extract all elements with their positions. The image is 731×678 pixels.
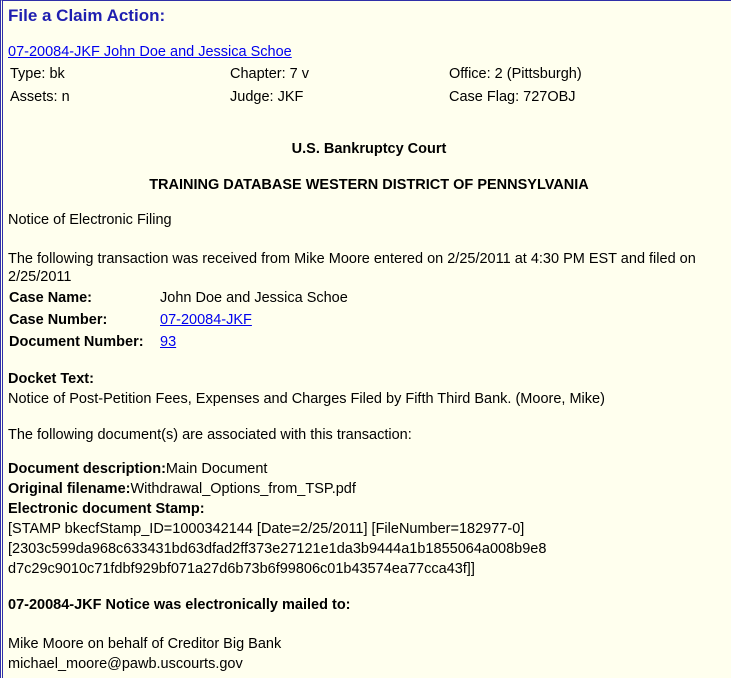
case-number-link[interactable]: 07-20084-JKF (160, 312, 252, 328)
docket-label (8, 370, 94, 388)
original-filename-value: Withdrawal_Options_from_TSP.pdf (130, 481, 356, 497)
associated-text: The following document(s) are associated with this transaction: (8, 427, 412, 443)
district-name: TRAINING DATABASE WESTERN DISTRICT OF PENNSYLVANIA (149, 177, 589, 193)
document-description-row (8, 460, 267, 478)
case-name-value: John Doe and Jessica Schoe (160, 290, 348, 306)
document-stamp-line-2: [2303c599da968c633431bd63dfad2ff373e27121e1da3b9444a1b1855064a008b9e8 (8, 541, 547, 557)
document-number-row (9, 333, 176, 351)
case-name-label: Case Name: (9, 290, 93, 306)
original-filename-label: Original filename: (8, 481, 131, 497)
document-description-label: Document description: (8, 461, 166, 477)
case-type: Type: bk (10, 66, 65, 82)
case-link[interactable]: 07-20084-JKF John Doe and Jessica Schoe (8, 44, 292, 60)
document-stamp-label-row (8, 500, 205, 518)
page-title: File a Claim Action: (8, 6, 166, 25)
recipient-name: Mike Moore on behalf of Creditor Big Bank (8, 636, 282, 652)
notice-title: Notice of Electronic Filing (8, 212, 172, 228)
case-chapter: Chapter: 7 v (230, 66, 309, 82)
case-office: Office: 2 (Pittsburgh) (449, 66, 582, 82)
transaction-text: The following transaction was received from Mike Moore entered on 2/25/2011 at 4:30 PM EST and filed on 2/25/2011 (8, 251, 696, 285)
document-number-label: Document Number: (9, 334, 144, 350)
document-stamp-label: Electronic document Stamp: (8, 501, 205, 517)
case-flag: Case Flag: 727OBJ (449, 89, 576, 105)
document-stamp-line-3: d7c29c9010c71fdbf929bf071a27d6b73b6f99806c01b43574ea77cca43f]] (8, 561, 475, 577)
case-info-row-1 (10, 65, 710, 83)
court-name: U.S. Bankruptcy Court (291, 141, 447, 157)
case-number-row (9, 311, 252, 329)
main-content (8, 5, 730, 672)
document-stamp-line-1: [STAMP bkecfStamp_ID=1000342144 [Date=2/25/2011] [FileNumber=182977-0] (8, 521, 525, 537)
case-assets: Assets: n (10, 89, 70, 105)
case-name-row (9, 289, 348, 307)
docket-label-text: Docket Text: (8, 371, 94, 387)
case-info-row-2 (10, 88, 710, 106)
original-filename-row (8, 480, 356, 498)
mailed-heading: 07-20084-JKF Notice was electronically mailed to: (8, 597, 351, 613)
docket-text: Notice of Post-Petition Fees, Expenses and Charges Filed by Fifth Third Bank. (Moore, Mike) (8, 391, 605, 407)
document-description-value: Main Document (165, 461, 268, 477)
recipient-email: michael_moore@pawb.uscourts.gov (8, 656, 243, 672)
case-number-label: Case Number: (9, 312, 108, 328)
mailed-heading-row (8, 596, 351, 614)
case-judge: Judge: JKF (230, 89, 304, 105)
document-number-link[interactable]: 93 (160, 334, 177, 350)
